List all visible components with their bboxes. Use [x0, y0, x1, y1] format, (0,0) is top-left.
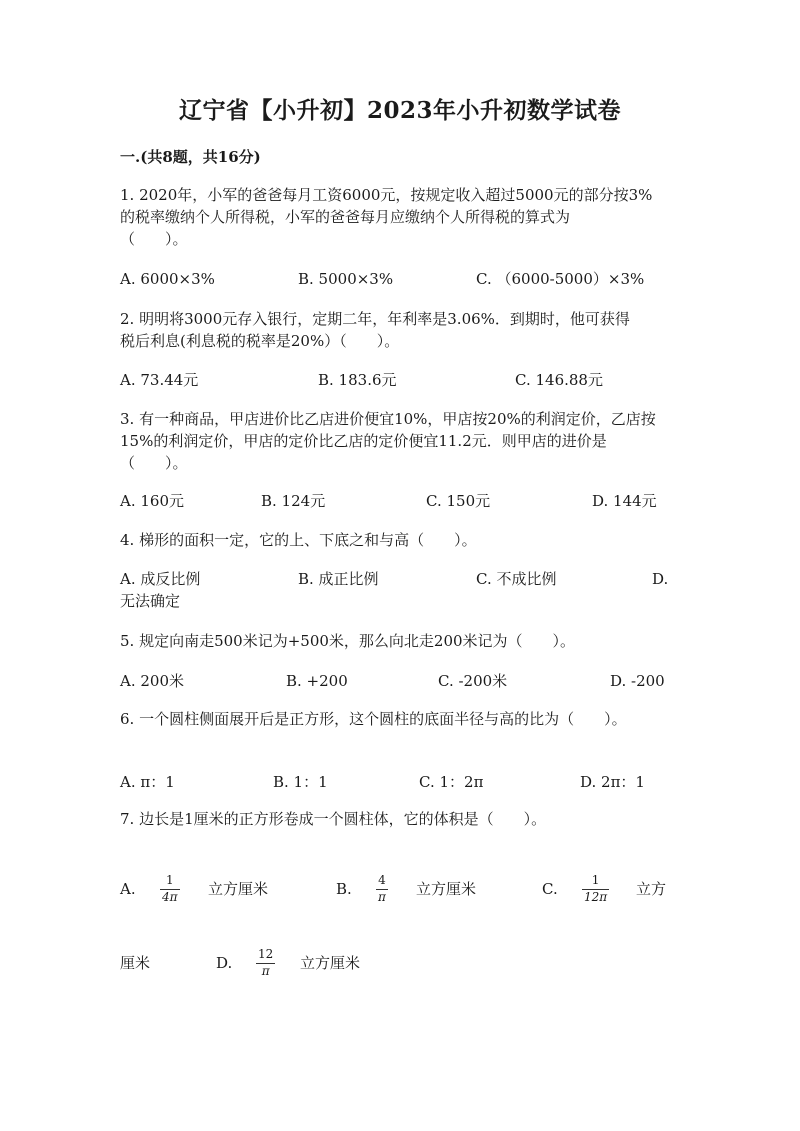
question-text: 6. 一个圆柱侧面展开后是正方形，这个圆柱的底面半径与高的比为（ ）。 [120, 710, 627, 728]
option-b: B. 1：1 [273, 773, 328, 791]
question-text: 15%的利润定价，甲店的定价比乙店的定价便宜11.2元．则甲店的进价是 [120, 432, 607, 450]
question-text: 1. 2020年，小军的爸爸每月工资6000元，按规定收入超过5000元的部分按3% [120, 186, 653, 204]
option-b-fraction [376, 874, 388, 904]
option-b: B. 124元 [261, 492, 326, 510]
fraction-numerator: 4 [378, 873, 386, 887]
fraction-numerator: 12 [258, 947, 274, 961]
option-a-letter: A. [120, 880, 136, 898]
option-c-unit-part1: 立方 [636, 880, 667, 898]
question-text: （ ）。 [120, 230, 188, 248]
option-c-letter: C. [542, 880, 558, 898]
question-text: 5. 规定向南走500米记为+500米，那么向北走200米记为（ ）。 [120, 632, 576, 650]
option-a: A. 200米 [120, 672, 184, 690]
option-d: D. 144元 [592, 492, 657, 510]
question-text: 2. 明明将3000元存入银行，定期二年，年利率是3.06%．到期时，他可获得 [120, 310, 630, 328]
option-a: A. 160元 [120, 492, 184, 510]
option-c: C. -200米 [438, 672, 508, 690]
option-a: A. 73.44元 [120, 371, 199, 389]
question-text: （ ）。 [120, 454, 188, 472]
option-c: C. （6000-5000）×3% [476, 270, 645, 288]
option-d: D. 2π：1 [580, 773, 645, 791]
option-c: C. 146.88元 [515, 371, 603, 389]
option-d-text: 无法确定 [120, 592, 181, 610]
option-d-unit: 立方厘米 [300, 954, 361, 972]
question-text: 税后利息(利息税的税率是20%）（ ）。 [120, 332, 400, 350]
option-c-unit-part2: 厘米 [120, 954, 151, 972]
fraction-denominator: 12π [584, 890, 608, 904]
option-d-letter: D. [216, 954, 233, 972]
option-a-unit: 立方厘米 [208, 880, 269, 898]
question-text: 7. 边长是1厘米的正方形卷成一个圆柱体，它的体积是（ ）。 [120, 810, 547, 828]
question-text: 的税率缴纳个人所得税，小军的爸爸每月应缴纳个人所得税的算式为 [120, 208, 571, 226]
option-b-letter: B. [336, 880, 352, 898]
section-heading: 一.(共8题，共16分) [120, 148, 261, 166]
option-b: B. 183.6元 [318, 371, 397, 389]
fraction-denominator: π [378, 890, 386, 904]
option-c-fraction [582, 874, 609, 904]
option-b: B. 成正比例 [298, 570, 379, 588]
option-c: C. 不成比例 [476, 570, 557, 588]
fraction-denominator: π [261, 964, 270, 978]
option-a: A. 6000×3% [120, 270, 215, 288]
fraction-denominator: 4π [162, 890, 178, 904]
option-b: B. +200 [286, 672, 348, 690]
option-c: C. 1：2π [419, 773, 484, 791]
option-b: B. 5000×3% [298, 270, 394, 288]
fraction-numerator: 1 [591, 873, 600, 887]
option-d-fraction [256, 948, 275, 978]
page-title: 辽宁省【小升初】2023年小升初数学试卷 [178, 97, 621, 124]
option-b-unit: 立方厘米 [416, 880, 477, 898]
option-a: A. 成反比例 [120, 570, 201, 588]
option-d: D. [652, 570, 669, 588]
question-text: 3. 有一种商品，甲店进价比乙店进价便宜10%，甲店按20%的利润定价，乙店按 [120, 410, 656, 428]
question-text: 4. 梯形的面积一定，它的上、下底之和与高（ ）。 [120, 531, 477, 549]
option-c: C. 150元 [426, 492, 491, 510]
option-d: D. -200 [610, 672, 665, 690]
fraction-numerator: 1 [165, 873, 174, 887]
option-a: A. π：1 [120, 773, 175, 791]
option-a-fraction [160, 874, 180, 904]
